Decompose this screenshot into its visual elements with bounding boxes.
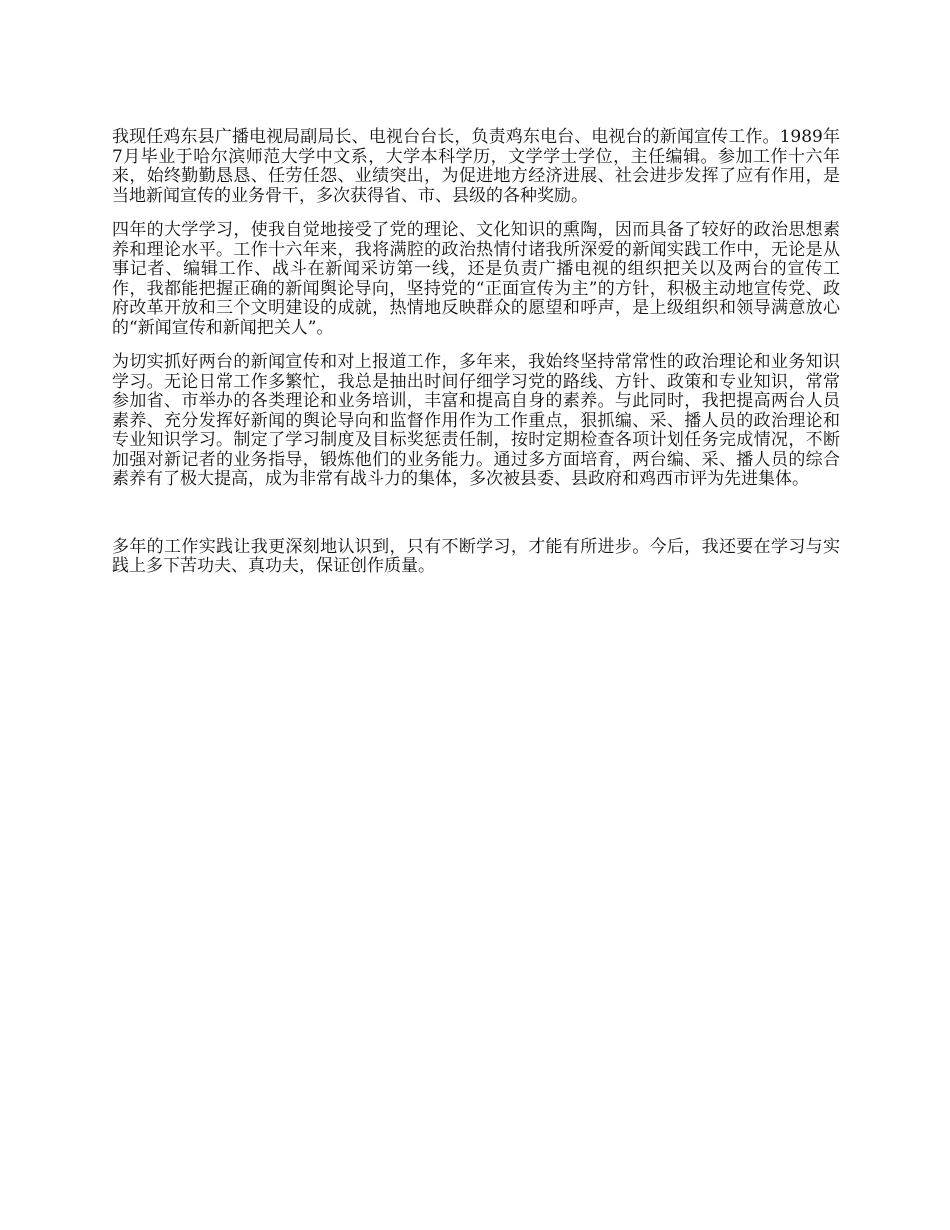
document-body [112,128,840,592]
paragraph-current-position: 我现任鸡东县广播电视局副局长、电视台台长，负责鸡东电台、电视台的新闻宣传工作。1989年7月毕业于哈尔滨师范大学中文系，大学本科学历，文学学士学位，主任编辑。参加工作十六年来，始终勤勤恳恳、任劳任怨、业绩突出，为促进地方经济进展、社会进步发挥了应有作用，是当地新闻宣传的业务骨干，多次获得省、市、县级的各种奖励。 [112,127,840,206]
paragraph-spacer [112,505,840,538]
paragraph-continuous-learning: 为切实抓好两台的新闻宣传和对上报道工作，多年来，我始终坚持常常性的政治理论和业务知识学习。无论日常工作多繁忙，我总是抽出时间仔细学习党的路线、方针、政策和专业知识，常常参加省、市举办的各类理论和业务培训，丰富和提高自身的素养。与此同时，我把提高两台人员素养、充分发挥好新闻的舆论导向和监督作用作为工作重点，狠抓编、采、播人员的政治理论和专业知识学习。制定了学习制度及目标奖惩责任制，按时定期检查各项计划任务完成情况，不断加强对新记者的业务指导，锻炼他们的业务能力。通过多方面培育，两台编、采、播人员的综合素养有了极大提高，成为非常有战斗力的集体，多次被县委、县政府和鸡西市评为先进集体。 [112,352,840,489]
paragraph-university-study: 四年的大学学习，使我自觉地接受了党的理论、文化知识的熏陶，因而具备了较好的政治思想素养和理论水平。工作十六年来，我将满腔的政治热情付诸我所深爱的新闻实践工作中，无论是从事记者、编辑工作、战斗在新闻采访第一线，还是负责广播电视的组织把关以及两台的宣传工作，我都能把握正确的新闻舆论导向，坚持党的“正面宣传为主”的方针，积极主动地宣传党、政府改革开放和三个文明建设的成就，热情地反映群众的愿望和呼声，是上级组织和领导满意放心的“新闻宣传和新闻把关人”。 [112,220,840,338]
paragraph-conclusion: 多年的工作实践让我更深刻地认识到，只有不断学习，才能有所进步。今后，我还要在学习与实践上多下苦功夫、真功夫，保证创作质量。 [112,536,840,576]
